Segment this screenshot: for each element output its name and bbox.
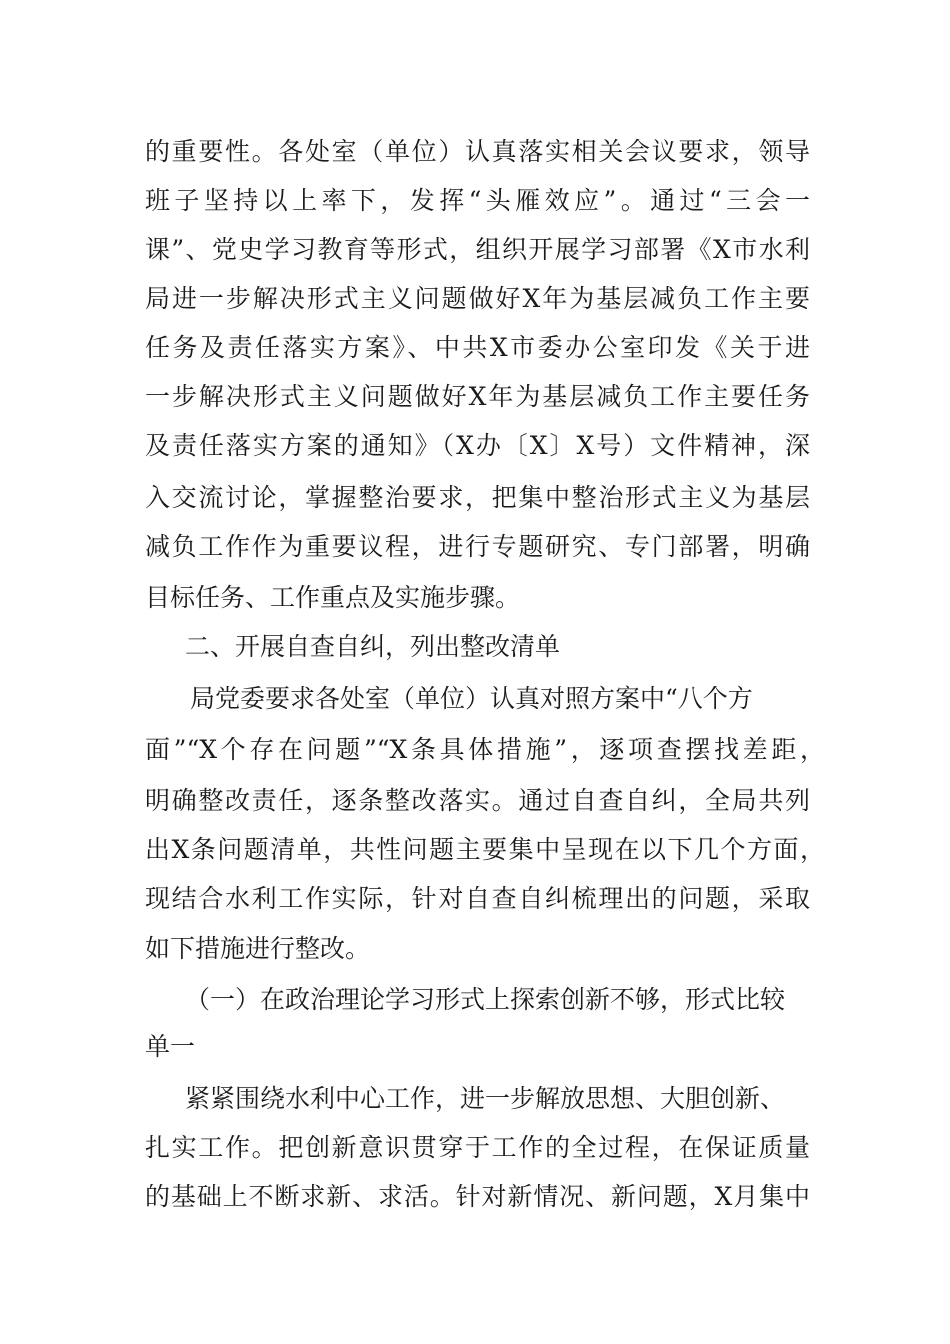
text-line-10: 目标任务、工作重点及实施步骤。 bbox=[145, 583, 521, 612]
text-line-3: 课”、党史学习教育等形式，组织开展学习部署《X市水利 bbox=[145, 235, 810, 264]
text-line-17: 如下措施进行整改。 bbox=[145, 934, 371, 963]
text-line-20: 紧紧围绕水利中心工作，进一步解放思想、大胆创新、 bbox=[185, 1084, 786, 1113]
text-line-9: 减负工作作为重要议程，进行专题研究、专门部署，明确 bbox=[145, 532, 810, 561]
text-line-21: 扎实工作。把创新意识贯穿于工作的全过程，在保证质量 bbox=[145, 1133, 810, 1162]
text-line-1: 的重要性。各处室（单位）认真落实相关会议要求，领导 bbox=[145, 137, 810, 166]
text-line-16: 现结合水利工作实际，针对自查自纠梳理出的问题，采取 bbox=[145, 884, 810, 913]
text-line-2: 班子坚持以上率下，发挥“头雁效应”。通过“三会一 bbox=[145, 186, 810, 215]
text-line-4: 局进一步解决形式主义问题做好X年为基层减负工作主要 bbox=[145, 284, 810, 313]
subheading-1: （一）在政治理论学习形式上探索创新不够，形式比较 bbox=[185, 985, 786, 1014]
text-line-22: 的基础上不断求新、求活。针对新情况、新问题，X月集中 bbox=[145, 1182, 810, 1211]
text-line-8: 入交流讨论，掌握整治要求，把集中整治形式主义为基层 bbox=[145, 483, 810, 512]
text-line-7: 及责任落实方案的通知》（X办〔X〕X号）文件精神，深 bbox=[145, 431, 810, 460]
subheading-1-cont: 单一 bbox=[145, 1032, 196, 1061]
text-line-12: 局党委要求各处室（单位）认真对照方案中“八个方 bbox=[190, 684, 753, 713]
section-heading-2: 二、开展自查自纠，列出整改清单 bbox=[185, 632, 561, 661]
text-line-15: 出X条问题清单，共性问题主要集中呈现在以下几个方面， bbox=[145, 835, 825, 864]
text-line-14: 明确整改责任，逐条整改落实。通过自查自纠，全局共列 bbox=[145, 786, 810, 815]
text-line-13: 面”“X个存在问题”“X条具体措施”，逐项查摆找差距， bbox=[145, 735, 825, 764]
text-line-5: 任务及责任落实方案》、中共X市委办公室印发《关于进 bbox=[145, 333, 810, 362]
text-line-6: 一步解决形式主义问题做好X年为基层减负工作主要任务 bbox=[145, 382, 810, 411]
